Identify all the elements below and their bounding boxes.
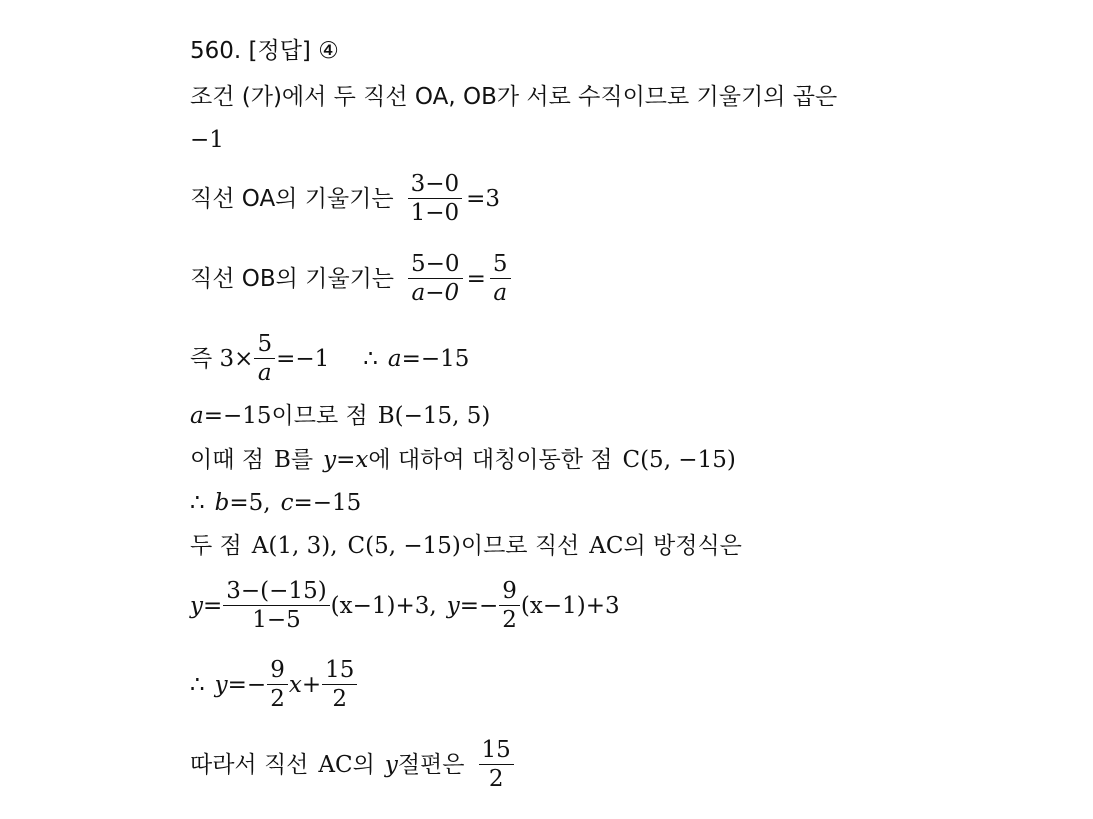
condition-text: 조건 (가)에서 두 직선 OA, OB가 서로 수직이므로 기울기의 곱은 (190, 84, 838, 110)
eq3-numerator1: 9 (270, 657, 285, 683)
l6-t1: 이때 점 (190, 447, 264, 473)
oa-slope-denominator: 1−0 (410, 200, 460, 226)
product-value-line (190, 125, 224, 155)
eq3-fraction2 (322, 656, 357, 713)
ob-slope-line (190, 250, 515, 307)
ob-slope-eq: = (466, 265, 486, 292)
l6-x: x (355, 447, 369, 473)
oa-slope-result: =3 (466, 185, 501, 212)
eq1-fraction (254, 330, 275, 387)
final-ac: AC (318, 751, 353, 778)
oa-slope-prefix: 직선 OA의 기울기는 (190, 185, 394, 212)
ob-slope-denominator: a−0 (411, 280, 460, 306)
l7-b: b (214, 490, 230, 516)
l6-t3: 에 대하여 대칭이동한 점 (368, 447, 613, 473)
eq3-y: y (214, 671, 228, 698)
perpendicular-equation-line (190, 330, 469, 387)
eq1-var: a (387, 345, 402, 372)
eq2-tail: (x−1)+3, (330, 592, 437, 619)
final-denominator: 2 (488, 766, 504, 792)
l6-p1: B (273, 447, 291, 473)
point-b-line (190, 401, 490, 431)
eq1-prefix: 즉 3× (190, 345, 254, 372)
product-value: −1 (190, 127, 224, 153)
final-t1: 따라서 직선 (190, 751, 309, 778)
eq1-numerator: 5 (257, 331, 273, 357)
l8-t1: 두 점 (190, 533, 242, 559)
oa-slope-fraction (408, 170, 463, 227)
l5-var: a (190, 403, 204, 429)
eq2-denominator: 1−5 (252, 607, 301, 633)
l6-eq: = (336, 447, 356, 473)
final-t2: 의 (352, 751, 375, 778)
l5-text: 이므로 점 (271, 403, 368, 429)
oa-slope-numerator: 3−0 (410, 171, 460, 197)
eq2-eq2: =− (459, 592, 499, 619)
final-y: y (384, 751, 398, 778)
eq2-tail2: (x−1)+3 (520, 592, 620, 619)
eq3-x: x (288, 671, 302, 698)
y-intercept-fraction (479, 736, 514, 793)
eq3-fraction1 (267, 656, 288, 713)
eq3-plus: + (301, 671, 322, 698)
y-intercept-conclusion (190, 736, 518, 793)
ob-slope-prefix: 직선 OB의 기울기는 (190, 265, 395, 292)
bc-values-line (190, 488, 361, 518)
therefore-symbol: ∴ (363, 345, 378, 372)
l6-y: y (323, 447, 337, 473)
eq3-numerator2: 15 (325, 657, 355, 683)
eq2-numerator: 3−(−15) (226, 578, 327, 604)
l7-bval: =5, (229, 490, 271, 516)
answer-heading (190, 36, 339, 66)
eq2-denominator2: 2 (502, 607, 517, 633)
eq2-y2: y (446, 592, 460, 619)
ob-simplified-denominator: a (493, 280, 508, 306)
eq3-denominator1: 2 (270, 686, 285, 712)
point-c: C(5, −15) (622, 447, 736, 473)
final-t3: 절편은 (397, 751, 465, 778)
l7-cval: =−15 (293, 490, 362, 516)
eq3-denominator2: 2 (332, 686, 348, 712)
l8-point-c: C(5, −15) (347, 533, 461, 559)
eq1-after: =−1 (276, 345, 330, 372)
reflection-line (190, 445, 736, 475)
l6-t2: 를 (290, 447, 314, 473)
eq2-fraction2 (499, 577, 520, 634)
l5-math: =−15 (203, 403, 272, 429)
eq1-result: =−15 (401, 345, 470, 372)
l7-c: c (280, 490, 294, 516)
condition-line (190, 82, 837, 112)
eq3-therefore: ∴ (190, 671, 205, 698)
final-numerator: 15 (481, 737, 511, 763)
ob-simplified-numerator: 5 (492, 251, 508, 277)
eq1-denominator: a (257, 360, 272, 386)
point-b: B(−15, 5) (377, 403, 491, 429)
oa-slope-line (190, 170, 500, 227)
line-ac-equation (190, 577, 620, 634)
ob-slope-fraction (408, 250, 463, 307)
eq2-numerator2: 9 (502, 578, 517, 604)
eq2-fraction (223, 577, 329, 634)
line-ac-intro (190, 531, 742, 561)
ob-slope-numerator: 5−0 (411, 251, 460, 277)
eq2-eq: = (203, 592, 223, 619)
ob-slope-simplified (490, 250, 511, 307)
l8-t3: 의 방정식은 (623, 533, 742, 559)
eq3-eq: =− (227, 671, 267, 698)
l7-therefore: ∴ (190, 490, 205, 516)
eq2-y: y (190, 592, 203, 619)
l8-ac: AC (589, 533, 624, 559)
point-a: A(1, 3), (251, 533, 338, 559)
line-ac-final-equation (190, 656, 358, 713)
heading-text: 560. [정답] ④ (190, 38, 339, 64)
l8-t2: 이므로 직선 (460, 533, 580, 559)
